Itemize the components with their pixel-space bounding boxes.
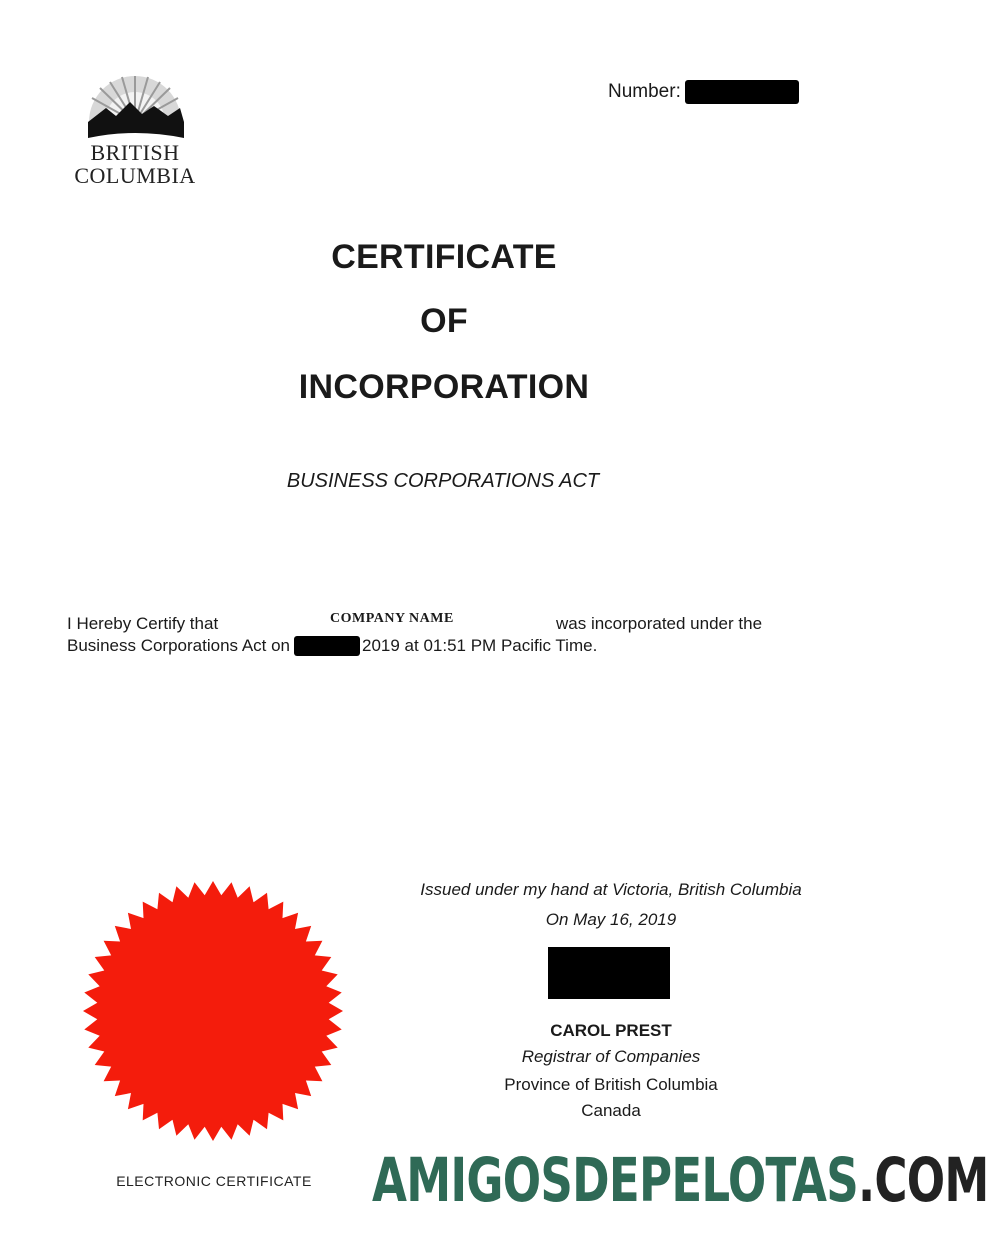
act-subtitle: BUSINESS CORPORATIONS ACT: [286, 470, 600, 492]
redacted-signature: [548, 947, 670, 999]
issued-line-1: Issued under my hand at Victoria, British Columbia: [420, 880, 802, 899]
certify-suffix: was incorporated under the: [556, 614, 763, 633]
logo-text-british: BRITISH: [90, 140, 180, 165]
certify-line2-suffix: 2019 at 01:51 PM Pacific Time.: [362, 636, 598, 655]
certify-line-2: [67, 636, 597, 656]
watermark-main: AMIGOSDEPELOTAS: [372, 1145, 858, 1216]
certify-line2-prefix: Business Corporations Act on: [67, 636, 291, 655]
bc-logo: [70, 72, 200, 197]
title-line-2: OF: [420, 302, 468, 340]
redacted-date: [294, 636, 360, 656]
number-label: Number:: [608, 81, 681, 102]
issued-date: On May 16, 2019: [545, 910, 677, 929]
logo-text-columbia: COLUMBIA: [74, 163, 196, 188]
registrar-country: Canada: [581, 1101, 641, 1120]
certificate-number: [608, 80, 799, 104]
watermark: [372, 1145, 989, 1216]
seal-label: ELECTRONIC CERTIFICATE: [116, 1173, 312, 1189]
registrar-title: Registrar of Companies: [521, 1047, 701, 1066]
watermark-suffix: .COM: [857, 1145, 989, 1216]
registrar-province: Province of British Columbia: [504, 1075, 718, 1094]
redacted-number: [685, 80, 799, 104]
certify-prefix: I Hereby Certify that: [67, 614, 219, 633]
title-line-1: CERTIFICATE: [331, 238, 557, 276]
company-name: COMPANY NAME: [330, 611, 454, 626]
title-line-3: INCORPORATION: [298, 368, 590, 406]
red-seal-icon: [82, 880, 344, 1142]
registrar-name: CAROL PREST: [550, 1021, 672, 1040]
bc-sun-mountains-icon: [70, 72, 200, 142]
